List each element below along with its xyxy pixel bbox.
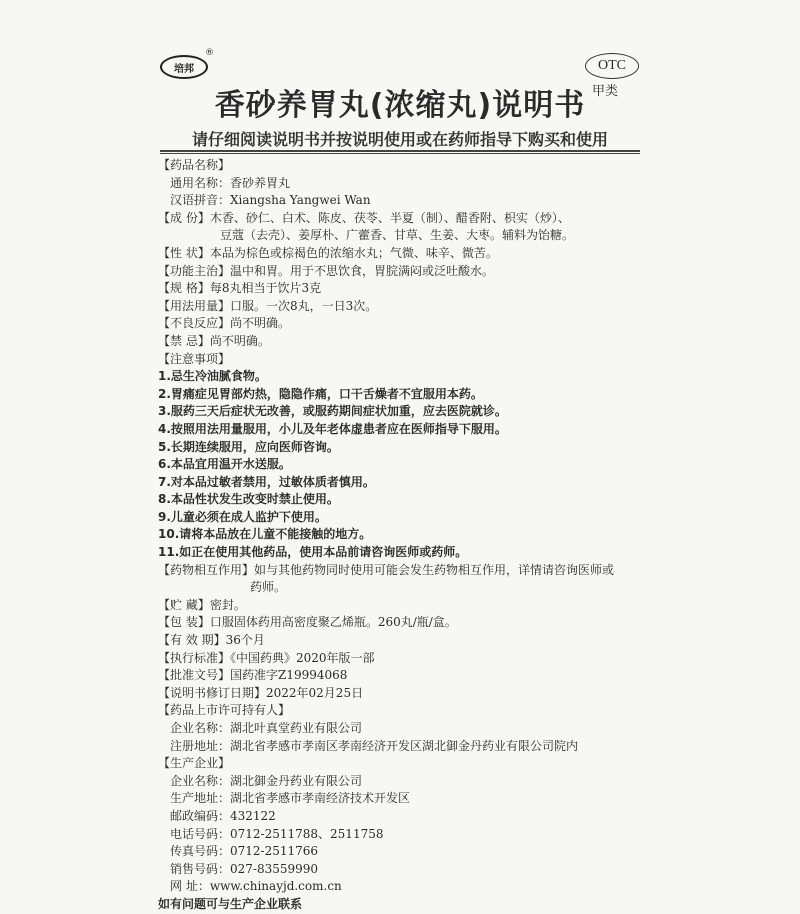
brand-logo-text: 培邦: [174, 63, 194, 75]
leaflet-body: [158, 157, 650, 914]
footer-note: 如有问题可与生产企业联系: [158, 896, 303, 911]
package: 【包 装】口服固体药用高密度聚乙烯瓶。260丸/瓶/盒。: [158, 615, 457, 630]
otc-class-label: 甲类: [592, 84, 619, 99]
precaution-item: 5.长期连续服用，应向医师咨询。: [158, 439, 339, 454]
mah-name: 企业名称：湖北叶真堂药业有限公司: [170, 721, 363, 735]
precaution-item: 8.本品性状发生改变时禁止使用。: [158, 492, 339, 507]
sales-number: 销售号码：027-83559990: [170, 861, 319, 876]
pinyin-name: 汉语拼音：Xiangsha Yangwei Wan: [170, 193, 371, 208]
website: 网 址：www.chinayjd.com.cn: [170, 879, 342, 894]
otc-badge: [585, 53, 639, 79]
adverse-reactions: 【不良反应】尚不明确。: [158, 316, 291, 331]
divider-top-thin: [160, 153, 640, 154]
approval-number: 【批准文号】国药准字Z19994068: [158, 668, 348, 683]
phone-number: 电话号码：0712-2511788、2511758: [170, 826, 384, 841]
fax-number: 传真号码：0712-2511766: [170, 844, 319, 859]
brand-logo: [160, 55, 208, 79]
divider-top: [160, 150, 640, 152]
precaution-item: 6.本品宜用温开水送服。: [158, 457, 291, 472]
revision-date: 【说明书修订日期】2022年02月25日: [158, 685, 364, 700]
manufacturer-header: 【生产企业】: [158, 756, 231, 771]
precaution-item: 4.按照用法用量服用，小儿及年老体虚患者应在医师指导下服用。: [158, 421, 507, 436]
manufacturer-address: 生产地址：湖北省孝感市孝南经济技术开发区: [170, 791, 411, 806]
specification: 【规 格】每8丸相当于饮片3克: [158, 281, 322, 296]
leaflet-subtitle: 请仔细阅读说明书并按说明使用或在药师指导下购买和使用: [191, 130, 608, 149]
precautions-header: 【注意事项】: [158, 351, 231, 366]
drug-name-header: 【药品名称】: [158, 158, 231, 172]
precaution-item: 2.胃痛症见胃部灼热，隐隐作痛，口干舌燥者不宜服用本药。: [158, 386, 483, 401]
precaution-item: 7.对本品过敏者禁用，过敏体质者慎用。: [158, 474, 375, 489]
precaution-item: 10.请将本品放在儿童不能接触的地方。: [158, 527, 372, 542]
properties: 【性 状】本品为棕色或棕褐色的浓缩水丸；气微、味辛、微苦。: [158, 245, 498, 260]
standard: 【执行标准】《中国药典》2020年版一部: [158, 650, 375, 665]
interactions-line-1: 【药物相互作用】如与其他药物同时使用可能会发生药物相互作用，详情请咨询医师或: [158, 562, 615, 577]
postcode: 邮政编码：432122: [170, 808, 276, 823]
mah-header: 【药品上市许可持有人】: [158, 703, 291, 718]
leaflet-title: 香砂养胃丸(浓缩丸)说明书: [214, 88, 586, 123]
precaution-item: 9.儿童必须在成人监护下使用。: [158, 509, 327, 524]
precaution-item: 1.忌生冷油腻食物。: [158, 369, 267, 384]
interactions-line-2: 药师。: [250, 580, 287, 595]
otc-label: OTC: [598, 58, 626, 73]
contraindications: 【禁 忌】尚不明确。: [158, 333, 270, 348]
precaution-item: 11.如正在使用其他药品，使用本品前请咨询医师或药师。: [158, 545, 468, 560]
dosage: 【用法用量】口服。一次8丸，一日3次。: [158, 298, 378, 313]
mah-address: 注册地址：湖北省孝感市孝南区孝南经济开发区湖北御金丹药业有限公司院内: [170, 738, 579, 753]
generic-name: 通用名称：香砂养胃丸: [170, 175, 291, 190]
storage: 【贮 藏】密封。: [158, 597, 246, 612]
composition-line-2: 豆蔻（去壳）、姜厚朴、广藿香、甘草、生姜、大枣。辅料为饴糖。: [220, 228, 575, 243]
registered-mark: ®: [205, 48, 214, 58]
composition-line-1: 【成 份】木香、砂仁、白术、陈皮、茯苓、半夏（制）、醋香附、枳实（炒）、: [158, 210, 570, 225]
precaution-item: 3.服药三天后症状无改善，或服药期间症状加重，应去医院就诊。: [158, 404, 507, 419]
manufacturer-name: 企业名称：湖北御金丹药业有限公司: [170, 773, 363, 788]
validity: 【有 效 期】36个月: [158, 633, 265, 648]
indications: 【功能主治】温中和胃。用于不思饮食，胃脘满闷或泛吐酸水。: [158, 263, 495, 278]
